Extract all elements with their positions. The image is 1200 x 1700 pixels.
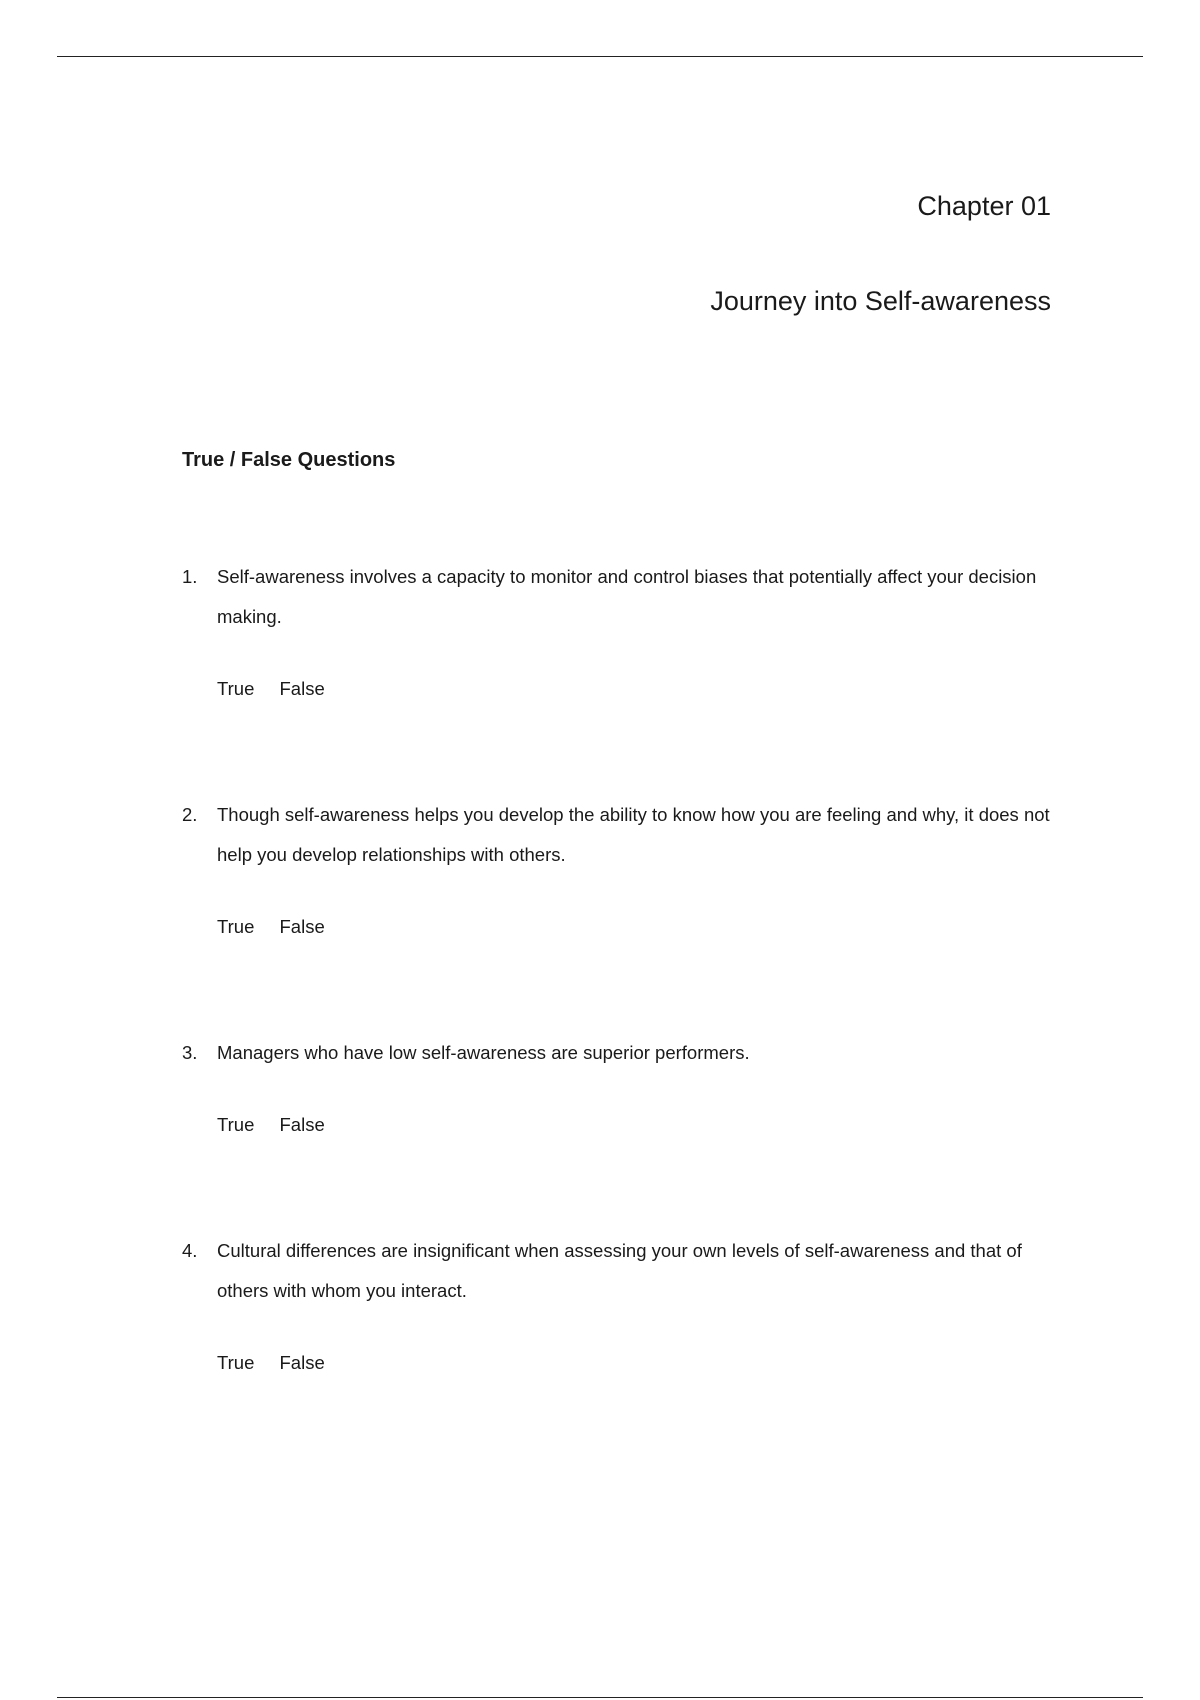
question-text: Though self-awareness helps you develop the ability to know how you are feeling and why, it does not help you develop relationships with others.: [217, 804, 1050, 865]
chapter-title: Journey into Self-awareness: [710, 286, 1051, 316]
question-1-row: [182, 557, 1062, 637]
question-number: 2.: [182, 804, 198, 825]
question-text: Managers who have low self-awareness are superior performers.: [217, 1042, 750, 1063]
option-true[interactable]: True: [217, 1114, 255, 1135]
chapter-label: Chapter 01: [917, 191, 1051, 221]
top-rule: [57, 56, 1143, 57]
question-number: 3.: [182, 1042, 198, 1063]
question-number: 4.: [182, 1240, 198, 1261]
option-false[interactable]: False: [279, 1352, 325, 1373]
question-4: [182, 1231, 1062, 1375]
question-2-row: [182, 795, 1062, 875]
option-true[interactable]: True: [217, 1352, 255, 1373]
option-false[interactable]: False: [279, 916, 325, 937]
section-heading: True / False Questions: [182, 449, 396, 471]
answer-options: [217, 677, 1062, 701]
option-true[interactable]: True: [217, 678, 255, 699]
answer-options: [217, 1351, 1062, 1375]
question-1: [182, 557, 1062, 701]
question-3: [182, 1033, 1062, 1137]
question-number: 1.: [182, 566, 198, 587]
question-2: [182, 795, 1062, 939]
bottom-rule: [57, 1697, 1143, 1698]
question-text: Self-awareness involves a capacity to monitor and control biases that potentially affect your decision making.: [217, 566, 1037, 627]
option-true[interactable]: True: [217, 916, 255, 937]
question-3-row: [182, 1033, 1062, 1073]
option-false[interactable]: False: [279, 1114, 325, 1135]
answer-options: [217, 915, 1062, 939]
question-text: Cultural differences are insignificant when assessing your own levels of self-awareness and that of others with whom you interact.: [217, 1240, 1022, 1301]
answer-options: [217, 1113, 1062, 1137]
option-false[interactable]: False: [279, 678, 325, 699]
question-4-row: [182, 1231, 1062, 1311]
